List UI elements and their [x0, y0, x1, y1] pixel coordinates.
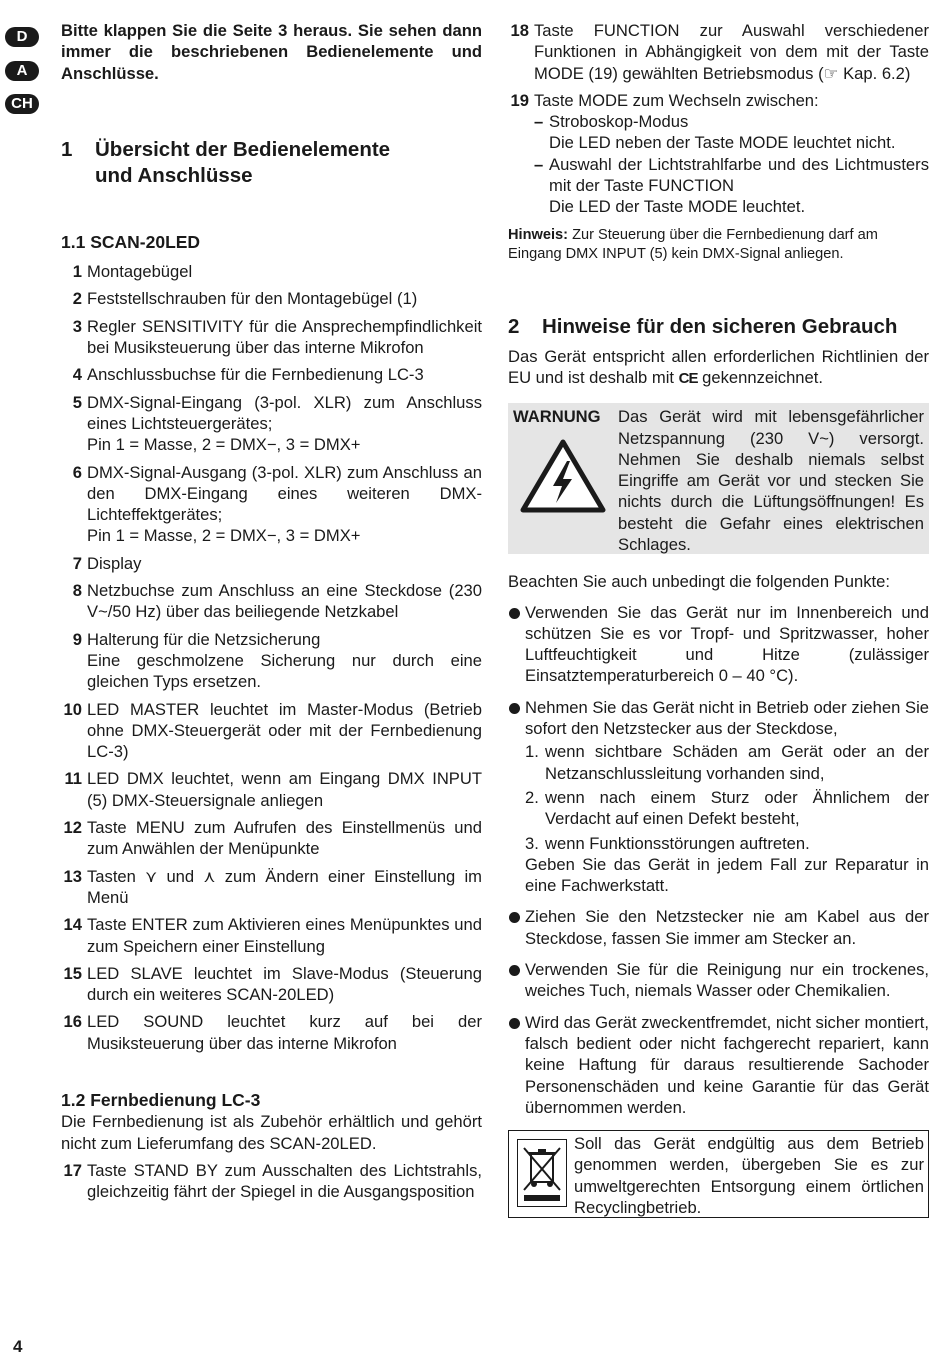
- list-item: [61, 866, 482, 909]
- ce-text-after: gekennzeichnet.: [702, 367, 823, 387]
- dash-item: [534, 154, 929, 197]
- item-text: DMX-Signal-Ausgang (3-pol. XLR) zum Anschluss an den DMX-Eingang eines weiteren DMX-Lichteffektgerätes;: [87, 462, 482, 525]
- intro-text: Bitte klappen Sie die Seite 3 heraus. Sie sehen dann immer die beschriebenen Bedienelemente und Anschlüsse.: [61, 21, 482, 83]
- item-number: 4: [72, 365, 82, 385]
- bullet-item: Wird das Gerät zweckentfremdet, nicht sicher montiert, falsch bedient oder nicht fachgerecht repariert, kann keine Haftung für daraus resultierende Sachoder Personenschäden und keine Garantie für das Gerät übernommen werden.: [508, 1012, 929, 1118]
- ce-mark-icon: CE: [678, 369, 698, 387]
- item-number: 13: [63, 866, 82, 886]
- list-item: [61, 580, 482, 623]
- section-2-number: 2: [508, 314, 520, 338]
- item-number: 8: [72, 581, 82, 601]
- item-number: 18: [510, 21, 529, 40]
- section-1-title-line2: und Anschlüsse: [95, 163, 253, 187]
- subsection-1-1-heading: 1.1 SCAN-20LED: [61, 231, 201, 252]
- bullet-text: Nehmen Sie das Gerät nicht in Betrieb oder ziehen Sie sofort den Netzstecker aus der Steckdose,: [525, 697, 929, 739]
- section-1-heading: [61, 137, 482, 189]
- language-badge-ch: CH: [5, 94, 39, 114]
- left-column: [61, 20, 482, 1208]
- bullet-after-text: Geben Sie das Gerät in jedem Fall zur Reparatur in eine Fachwerkstatt.: [525, 854, 929, 896]
- ce-statement: [508, 346, 929, 390]
- item-text: Taste ENTER zum Aktivieren eines Menüpunktes und zum Speichern einer Einstellung: [87, 915, 482, 956]
- list-item: [61, 553, 482, 574]
- bullet-item: Verwenden Sie das Gerät nur im Innenbereich und schützen Sie es vor Tropf- und Spritzwasser, hoher Luftfeuchtigkeit und Hitze (zulässiger Einsatztemperaturbereich 0 – 40 °C).: [508, 602, 929, 687]
- crossed-out-bin-icon: [517, 1139, 567, 1207]
- item-text: Tasten ⋎ und ⋏ zum Ändern einer Einstellung im Menü: [87, 866, 482, 907]
- bullet-item: Verwenden Sie für die Reinigung nur ein trockenes, weiches Tuch, niemals Wasser oder Chemikalien.: [508, 959, 929, 1002]
- item-number: 3: [72, 316, 82, 336]
- list-item: [61, 699, 482, 763]
- list-item: [61, 1011, 482, 1054]
- note-text: Zur Steuerung über die Fernbedienung darf am Eingang DMX INPUT (5) kein DMX-Signal anliegen.: [508, 226, 878, 262]
- item-number: 15: [63, 963, 82, 983]
- numbered-item-number: 3.: [525, 833, 539, 853]
- language-badge-a: A: [5, 61, 39, 81]
- item-text: Anschlussbuchse für die Fernbedienung LC-3: [87, 365, 424, 385]
- item-number: 2: [72, 289, 82, 309]
- item-number: 14: [63, 915, 82, 935]
- list-item: [508, 90, 929, 218]
- item-list: [61, 261, 482, 1054]
- high-voltage-warning-icon: [520, 439, 606, 513]
- item-number: 12: [63, 818, 82, 838]
- item-number: 1: [72, 262, 82, 282]
- list-item: [61, 963, 482, 1006]
- item-number: 9: [72, 629, 82, 649]
- list-item: [61, 364, 482, 385]
- list-item: [61, 316, 482, 359]
- item-number: 16: [63, 1012, 82, 1032]
- list-item: [508, 20, 929, 84]
- recycling-text: Soll das Gerät endgültig aus dem Betrieb genommen werden, übergeben Sie es zur umweltgerechten Entsorgung einem örtlichen Recyclingbetrieb.: [574, 1134, 924, 1217]
- right-column: [508, 20, 929, 1218]
- item-number: 17: [63, 1160, 82, 1180]
- recycling-box: [508, 1130, 929, 1218]
- list-item: [61, 261, 482, 282]
- item-text: Halterung für die Netzsicherung: [87, 629, 321, 649]
- item-number: 7: [72, 553, 82, 573]
- item-number: 6: [72, 462, 82, 482]
- numbered-item-number: 2.: [525, 787, 539, 807]
- numbered-item: [525, 833, 929, 854]
- dash-subtext: Die LED der Taste MODE leuchtet.: [549, 197, 806, 217]
- warning-text: Das Gerät wird mit lebensgefährlicher Netzspannung (230 V~) versorgt. Nehmen Sie deshalb niemals selbst Eingriffe am Gerät vor und stecken Sie nichts durch die Lüftungsöffnungen! Es besteht die Gefahr eines elektrischen Schlages.: [618, 407, 924, 555]
- item-pin-text: Pin 1 = Masse, 2 = DMX−, 3 = DMX+: [87, 435, 361, 455]
- bullet-item: [508, 697, 929, 897]
- page-number: 4: [13, 1337, 23, 1356]
- item-text: Taste FUNCTION zur Auswahl verschiedener Funktionen in Abhängigkeit von dem mit der Taste MODE (19) gewählten Betriebsmodus (☞ Kap. 6.2): [534, 21, 929, 83]
- item-number: 19: [510, 90, 529, 110]
- section-2-title: Hinweise für den sicheren Gebrauch: [542, 314, 898, 338]
- section-1-number: 1: [61, 137, 73, 161]
- item-text: LED MASTER leuchtet im Master-Modus (Betrieb ohne DMX-Steuergerät oder mit der Fernbedienung LC-3): [87, 699, 482, 762]
- dash-text: Stroboskop-Modus: [549, 112, 689, 132]
- list-item: [61, 768, 482, 811]
- item-text: Taste MENU zum Aufrufen des Einstellmenüs und zum Anwählen der Menüpunkte: [87, 818, 482, 859]
- list-item: [61, 629, 482, 693]
- item-subtext: Eine geschmolzene Sicherung nur durch eine gleichen Typs ersetzen.: [87, 650, 482, 692]
- list-item: [61, 462, 482, 547]
- warning-label: WARNUNG: [513, 407, 601, 427]
- item-text: Taste MODE zum Wechseln zwischen:: [534, 90, 819, 110]
- section-1-title-line1: Übersicht der Bedienelemente: [95, 137, 391, 161]
- item-text: LED DMX leuchtet, wenn am Eingang DMX INPUT (5) DMX-Steuersignale anliegen: [87, 769, 482, 810]
- list-item: [61, 392, 482, 456]
- note-label: Hinweis:: [508, 226, 569, 243]
- item-text: Display: [87, 553, 142, 573]
- numbered-item: [525, 787, 929, 830]
- item-text: Feststellschrauben für den Montagebügel (1): [87, 289, 418, 309]
- section-2-heading: [508, 314, 929, 340]
- subsection-1-2-heading: 1.2 Fernbedienung LC-3: [61, 1089, 261, 1110]
- attention-text: Beachten Sie auch unbedingt die folgenden Punkte:: [508, 572, 890, 592]
- item-text: Taste STAND BY zum Ausschalten des Lichtstrahls, gleichzeitig fährt der Spiegel in die Ausgangsposition: [87, 1160, 482, 1202]
- item-number: 10: [63, 699, 82, 719]
- numbered-item: [525, 741, 929, 784]
- numbered-item-text: wenn sichtbare Schäden am Gerät oder an der Netzanschlussleitung vorhanden sind,: [545, 742, 929, 783]
- item-text: LED SLAVE leuchtet im Slave-Modus (Steuerung durch ein weiteres SCAN-20LED): [87, 963, 482, 1005]
- subsection-1-2-text: Die Fernbedienung ist als Zubehör erhältlich und gehört nicht zum Lieferumfang des SCAN-20LED.: [61, 1112, 482, 1153]
- item-text: Netzbuchse zum Anschluss an eine Steckdose (230 V~/50 Hz) über das beiliegende Netzkabel: [87, 581, 482, 622]
- list-item: [61, 817, 482, 860]
- bullet-item: Ziehen Sie den Netzstecker nie am Kabel aus der Steckdose, fassen Sie immer am Stecker an.: [508, 906, 929, 949]
- item-text: Montagebügel: [87, 262, 193, 282]
- numbered-item-number: 1.: [525, 742, 539, 762]
- dash-subtext: Die LED neben der Taste MODE leuchtet nicht.: [549, 133, 896, 153]
- numbered-item-text: wenn nach einem Sturz oder Ähnlichem der Verdacht auf einen Defekt besteht,: [545, 787, 929, 829]
- item-text: DMX-Signal-Eingang (3-pol. XLR) zum Anschluss eines Lichtsteuergerätes;: [87, 392, 482, 433]
- item-pin-text: Pin 1 = Masse, 2 = DMX−, 3 = DMX+: [87, 526, 361, 546]
- dash-item: [534, 111, 929, 132]
- dash-text: Auswahl der Lichtstrahlfarbe und des Lichtmusters mit der Taste FUNCTION: [549, 154, 929, 196]
- item-number: 11: [64, 769, 82, 789]
- item-number: 5: [72, 392, 82, 412]
- list-item: [61, 1160, 482, 1203]
- note: [508, 226, 929, 264]
- warning-box: [508, 403, 929, 554]
- numbered-item-text: wenn Funktionsstörungen auftreten.: [545, 833, 810, 853]
- item-text: LED SOUND leuchtet kurz auf bei der Musiksteuerung über das interne Mikrofon: [87, 1012, 482, 1053]
- ce-text: Das Gerät entspricht allen erforderlichen Richtlinien der EU und ist deshalb mit: [508, 346, 929, 387]
- language-badge-d: D: [5, 27, 39, 47]
- list-item: [61, 288, 482, 309]
- list-item: [61, 914, 482, 957]
- item-text: Regler SENSITIVITY für die Ansprechempfindlichkeit bei Musiksteuerung über das interne Mikrofon: [87, 316, 482, 358]
